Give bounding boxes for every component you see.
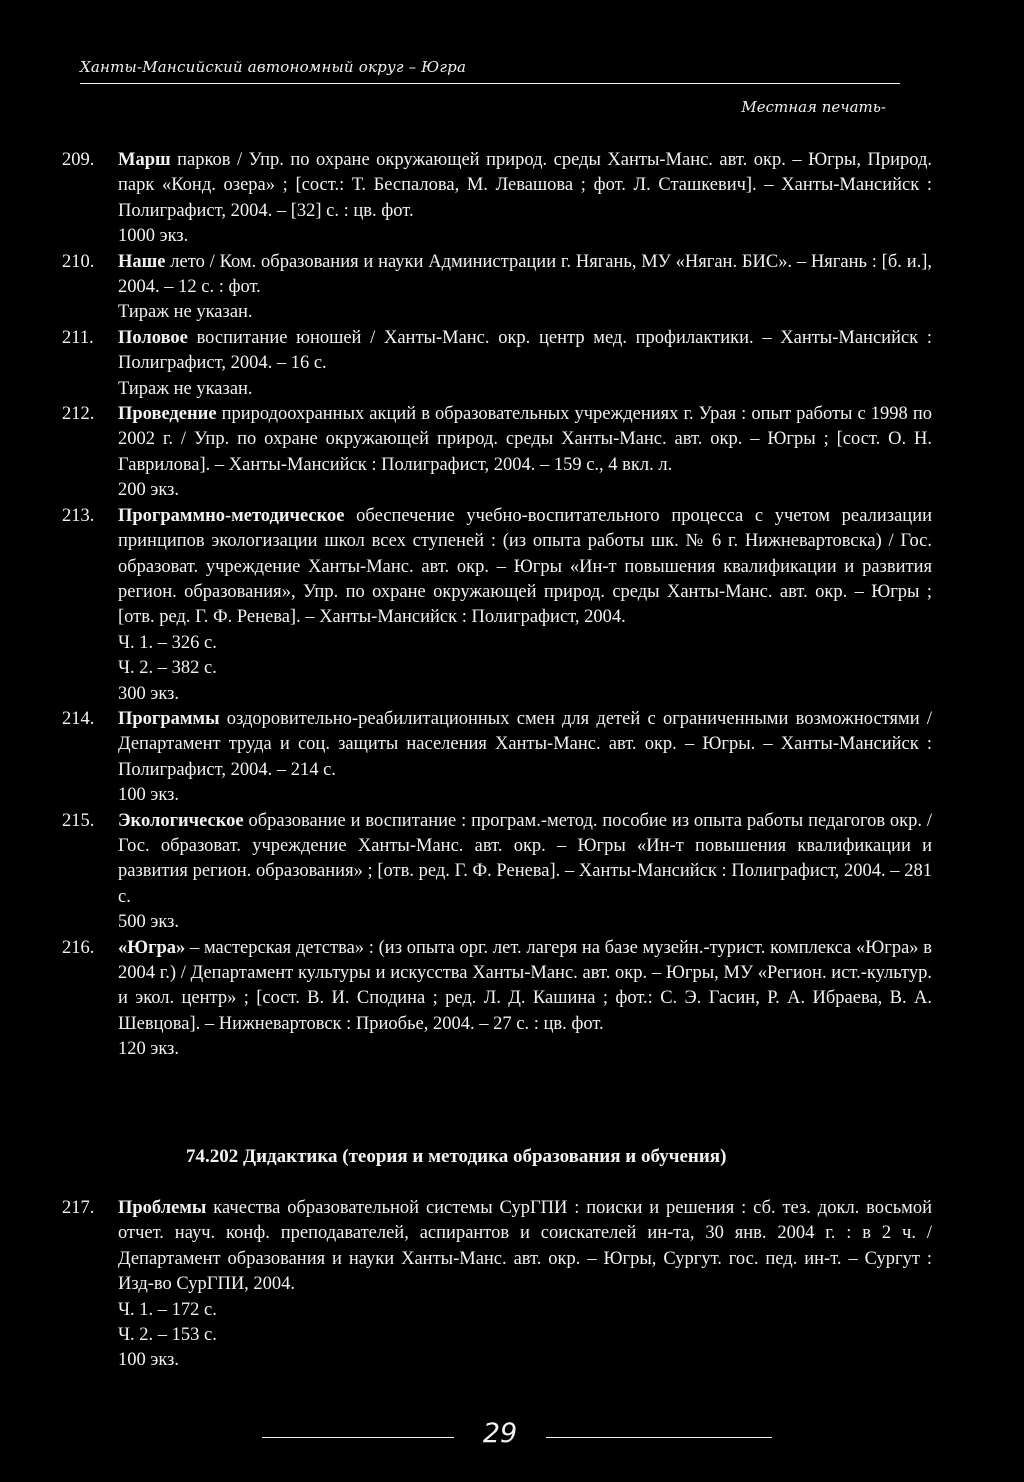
entry-number: 209. — [62, 150, 95, 170]
bib-entry — [48, 809, 932, 936]
entry-body — [118, 250, 932, 301]
entry-body — [118, 148, 932, 224]
entry-print-run: 300 экз. — [118, 683, 179, 704]
entry-description: качества образовательной системы СурГПИ : поиски и решения : сб. тез. докл. восьмой отчет. науч. конф. преподавателей, аспирантов и соискателей ин-та, 30 янв. 2004 г. : в 2 ч. / Департамент образования и науки Ханты-Манс. авт. окр. – Югры, Сургут. гос. пед. ин-т. – Сургут : Изд-во СурГПИ, 2004. — [118, 1198, 932, 1295]
entry-body — [118, 402, 932, 478]
entry-body — [118, 707, 932, 783]
entry-number: 217. — [62, 1198, 95, 1218]
bib-entry — [48, 504, 932, 707]
entry-title: Экологическое — [118, 810, 244, 831]
bib-entry — [48, 326, 932, 402]
entry-part: Ч. 2. – 382 с. — [118, 658, 217, 679]
entry-body — [118, 936, 932, 1038]
section-name: Местная печать- — [741, 98, 886, 116]
entry-number: 215. — [62, 810, 95, 831]
entry-number: 212. — [62, 404, 95, 425]
entry-title: Марш — [118, 150, 171, 170]
entry-print-run: Тираж не указан. — [118, 378, 253, 399]
entry-description: – мастерская детства» : (из опыта орг. лет. лагеря на базе музейн.-турист. комплекса «Югра» в 2004 г.) / Департамент культуры и искусства Ханты-Манс. авт. окр. – Югры, МУ «Регион. ист.-культур. и экол. центр» ; [сост. В. И. Сподина ; ред. Л. Д. Кашина ; фот.: С. Э. Гасин, Р. А. Ибраева, В. А. Шевцова]. – Нижневартовск : Приобье, 2004. – 27 с. : цв. фот. — [118, 937, 932, 1034]
entry-print-run: 200 экз. — [118, 480, 179, 501]
entry-number: 214. — [62, 708, 95, 729]
bib-entry — [48, 402, 932, 504]
entry-description: оздоровительно-реабилитационных смен для детей с ограниченными возможностями / Департамент труда и соц. защиты населения Ханты-Манс. авт. окр. – Югры. – Ханты-Мансийск : Полиграфист, 2004. – 214 с. — [118, 708, 933, 780]
entry-print-run: 1000 экз. — [118, 226, 189, 247]
entry-title: «Югра» — [118, 937, 186, 958]
section-heading: 74.202 Дидактика (теория и методика образования и обучения) — [186, 1146, 727, 1167]
bib-entry — [48, 148, 932, 250]
entry-part: Ч. 2. – 153 с. — [118, 1325, 217, 1346]
entry-title: Половое — [118, 327, 188, 348]
entry-print-run: 100 экз. — [118, 1350, 179, 1371]
entry-title: Проблемы — [118, 1198, 207, 1218]
footer-rule-right — [546, 1437, 772, 1438]
bib-entry — [48, 936, 932, 1063]
bib-entry — [48, 250, 932, 326]
entry-description: лето / Ком. образования и науки Администрации г. Нягань, МУ «Няган. БИС». – Нягань : [б. и.], 2004. – 12 с. : фот. — [118, 251, 932, 298]
entry-title: Программы — [118, 708, 220, 729]
entry-title: Проведение — [118, 404, 217, 425]
entry-body — [118, 504, 932, 631]
header-rule — [80, 83, 900, 84]
entry-number: 211. — [62, 327, 94, 348]
entry-print-run: 100 экз. — [118, 785, 179, 806]
entry-number: 210. — [62, 251, 95, 272]
entry-part: Ч. 1. – 172 с. — [118, 1299, 217, 1320]
entry-print-run: 500 экз. — [118, 912, 179, 933]
entry-part: Ч. 1. – 326 с. — [118, 632, 217, 653]
page-number: 29 — [482, 1418, 518, 1449]
entry-print-run: 120 экз. — [118, 1039, 179, 1060]
entry-description: парков / Упр. по охране окружающей природ. среды Ханты-Манс. авт. окр. – Югры, Природ. парк «Конд. озера» ; [сост.: Т. Беспалова, М. Левашова ; фот. Л. Сташкевич]. – Ханты-Мансийск : Полиграфист, 2004. – [32] с. : цв. фот. — [118, 150, 932, 221]
entry-number: 213. — [62, 505, 95, 526]
entry-list — [48, 1196, 932, 1374]
entry-title: Наше — [118, 251, 166, 272]
entry-list — [48, 148, 932, 1063]
footer-rule-left — [262, 1437, 454, 1438]
entry-description: образование и воспитание : програм.-метод. пособие из опыта работы педагогов окр. / Гос. образоват. учреждение Ханты-Манс. авт. окр. – Югры «Ин-т повышения квалификации и развития регион. образования» ; [отв. ред. Г. Ф. Ренева]. – Ханты-Мансийск : Полиграфист, 2004. – 281 с. — [118, 810, 933, 907]
running-title: Ханты-Мансийский автономный округ – Югра — [80, 58, 467, 76]
entry-description: обеспечение учебно-воспитательного процесса с учетом реализации принципов экологизации школ всех ступеней : (из опыта работы шк. № 6 г. Нижневартовска) / Гос. образоват. учреждение Ханты-Манс. авт. окр. – Югры «Ин-т повышения квалификации и развития регион. образования», Упр. по охране окружающей природ. среды Ханты-Манс. авт. окр. – Югры ; [отв. ред. Г. Ф. Ренева]. – Ханты-Мансийск : Полиграфист, 2004. — [118, 505, 932, 628]
entry-description: воспитание юношей / Ханты-Манс. окр. центр мед. профилактики. – Ханты-Мансийск : Полиграфист, 2004. – 16 с. — [118, 327, 932, 374]
entry-body — [118, 1196, 932, 1298]
bib-entry — [48, 707, 932, 809]
entry-description: природоохранных акций в образовательных учреждениях г. Урая : опыт работы с 1998 по 2002 г. / Упр. по охране окружающей природ. среды Ханты-Манс. авт. окр. – Югры ; [сост. О. Н. Гаврилова]. – Ханты-Мансийск : Полиграфист, 2004. – 159 с., 4 вкл. л. — [118, 404, 933, 475]
entry-title: Программно-методическое — [118, 505, 345, 526]
entry-number: 216. — [62, 937, 95, 958]
bib-entry — [48, 1196, 932, 1374]
entry-print-run: Тираж не указан. — [118, 302, 253, 323]
entry-body — [118, 809, 932, 911]
entry-body — [118, 326, 932, 377]
